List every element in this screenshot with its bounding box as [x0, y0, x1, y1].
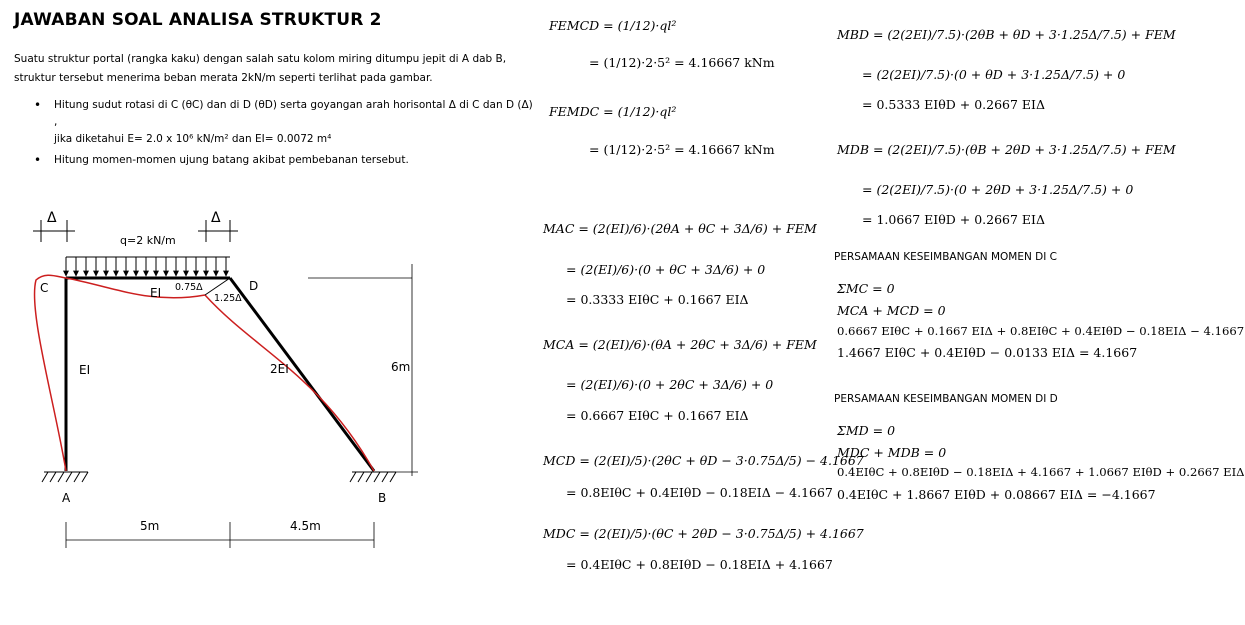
equilibrium-c-heading: PERSAMAAN KESEIMBANGAN MOMEN DI C	[834, 251, 1058, 263]
eq-d-line-1: ΣMD = 0	[837, 423, 896, 438]
task-list	[34, 97, 534, 173]
mdc-line-2: = 0.4EIθC + 0.8EIθD − 0.18EIΔ + 4.1667	[566, 557, 833, 572]
column-db	[230, 278, 374, 471]
eq-d-line-3: 0.4EIθC + 0.8EIθD − 0.18EIΔ + 4.1667 + 1.0667 EIθD + 0.2667 EIΔ	[837, 465, 1245, 479]
frame-members	[66, 278, 374, 471]
mac-line-3: = 0.3333 EIθC + 0.1667 EIΔ	[566, 292, 749, 307]
fixed-support-a	[42, 472, 88, 482]
node-a-label: A	[62, 491, 71, 505]
task-item-1	[34, 97, 534, 148]
eq-d-line-4: 0.4EIθC + 1.8667 EIθD + 0.08667 EIΔ = −4.1667	[837, 487, 1156, 502]
inclined-stiffness-label: 2EI	[270, 362, 289, 376]
dimension-lines	[66, 264, 418, 548]
delta-label-right: Δ	[211, 210, 221, 226]
eq-c-line-4: 1.4667 EIθC + 0.4EIθD − 0.0133 EIΔ = 4.1667	[837, 345, 1138, 360]
fixed-support-b	[350, 472, 396, 482]
span2-dimension-label: 4.5m	[290, 519, 321, 533]
mdb-line-3: = 1.0667 EIθD + 0.2667 EIΔ	[862, 212, 1045, 227]
load-label: q=2 kN/m	[120, 234, 176, 247]
intro-line-1: Suatu struktur portal (rangka kaku) dengan salah satu kolom miring ditumpu jepit di A dab B,	[14, 53, 507, 65]
mbd-line-1: MBD = (2(2EI)/7.5)·(2θB + θD + 3·1.25Δ/7.5) + FEM	[837, 27, 1176, 42]
frame-diagram	[0, 200, 540, 570]
mac-line-2: = (2(EI)/6)·(0 + θC + 3Δ/6) + 0	[566, 262, 766, 277]
column-stiffness-label: EI	[79, 363, 91, 377]
problem-statement	[14, 50, 534, 88]
delta-label-left: Δ	[47, 210, 57, 226]
node-d-label: D	[249, 279, 259, 293]
task-1-line-1: • Hitung sudut rotasi di C (θC) dan di D (θD) serta goyangan arah horisontal Δ di C dan D (Δ) ,	[54, 99, 533, 128]
mbd-line-2: = (2(2EI)/7.5)·(0 + θD + 3·1.25Δ/7.5) + 0	[862, 67, 1126, 82]
sway-125-label: 1.25Δ	[214, 293, 242, 304]
node-b-label: B	[378, 491, 387, 505]
fem-dc-line-1: FEMDC = (1/12)·ql²	[549, 104, 677, 119]
mcd-line-2: = 0.8EIθC + 0.4EIθD − 0.18EIΔ − 4.1667	[566, 485, 833, 500]
sway-075-label: 0.75Δ	[175, 282, 203, 293]
eq-c-line-3: 0.6667 EIθC + 0.1667 EIΔ + 0.8EIθC + 0.4EIθD − 0.18EIΔ − 4.1667	[837, 324, 1245, 338]
beam-stiffness-label: EI	[150, 286, 162, 300]
distributed-load	[66, 257, 230, 276]
mbd-line-3: = 0.5333 EIθD + 0.2667 EIΔ	[862, 97, 1045, 112]
fem-cd-line-1: FEMCD = (1/12)·ql²	[549, 18, 677, 33]
mac-line-1: MAC = (2(EI)/6)·(2θA + θC + 3Δ/6) + FEM	[543, 221, 817, 236]
eq-d-line-2: MDC + MDB = 0	[837, 445, 947, 460]
eq-c-line-1: ΣMC = 0	[837, 281, 895, 296]
mdc-line-1: MDC = (2(EI)/5)·(θC + 2θD − 3·0.75Δ/5) + 4.1667	[543, 526, 864, 541]
fem-cd-line-2: = (1/12)·2·5² = 4.16667 kNm	[589, 55, 775, 70]
mca-line-2: = (2(EI)/6)·(0 + 2θC + 3Δ/6) + 0	[566, 377, 774, 392]
mdb-line-1: MDB = (2(2EI)/7.5)·(θB + 2θD + 3·1.25Δ/7.5) + FEM	[837, 142, 1176, 157]
task-1-line-2: jika diketahui E= 2.0 x 10⁶ kN/m² dan EI= 0.0072 m⁴	[54, 133, 332, 145]
fem-dc-line-2: = (1/12)·2·5² = 4.16667 kNm	[589, 142, 775, 157]
eq-c-line-2: MCA + MCD = 0	[837, 303, 946, 318]
height-dimension-label: 6m	[391, 360, 411, 374]
mdb-line-2: = (2(2EI)/7.5)·(0 + 2θD + 3·1.25Δ/7.5) + 0	[862, 182, 1134, 197]
intro-line-2: struktur tersebut menerima beban merata 2kN/m seperti terlihat pada gambar.	[14, 72, 433, 84]
equilibrium-d-heading: PERSAMAAN KESEIMBANGAN MOMEN DI D	[834, 393, 1058, 405]
mca-line-3: = 0.6667 EIθC + 0.1667 EIΔ	[566, 408, 749, 423]
node-c-label: C	[40, 281, 49, 295]
task-item-2: • Hitung momen-momen ujung batang akibat pembebanan tersebut.	[34, 152, 534, 169]
mcd-line-1: MCD = (2(EI)/5)·(2θC + θD − 3·0.75Δ/5) − 4.1667	[543, 453, 864, 468]
page-title: JAWABAN SOAL ANALISA STRUKTUR 2	[14, 10, 382, 30]
mca-line-1: MCA = (2(EI)/6)·(θA + 2θC + 3Δ/6) + FEM	[543, 337, 817, 352]
span1-dimension-label: 5m	[140, 519, 160, 533]
